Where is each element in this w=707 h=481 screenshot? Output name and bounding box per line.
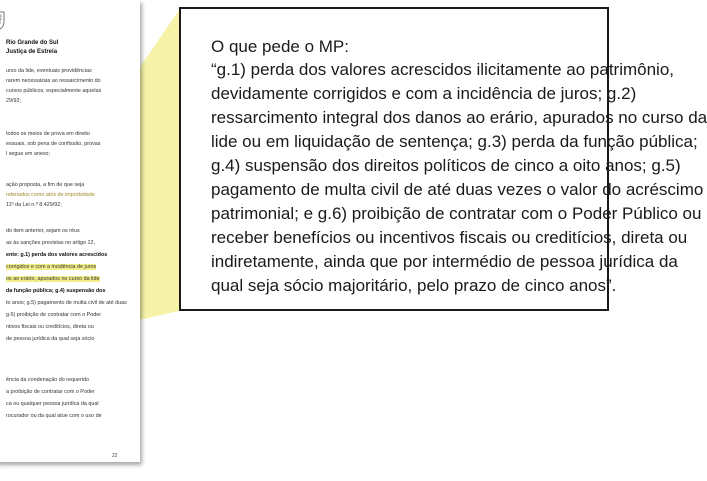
- doc-line: corrigidos e com a incidência de juros: [6, 264, 97, 270]
- doc-line: ca ou qualquer pessoa jurídica da qual: [6, 401, 99, 407]
- coat-of-arms-icon: [0, 10, 6, 30]
- doc-line: as às sanções previstas no artigo 12,: [6, 240, 95, 246]
- doc-line: ente: g.1) perda dos valores acrescidos: [6, 252, 108, 258]
- page-number: 22: [112, 453, 118, 459]
- zoom-text-line: “g.1) perda dos valores acrescidos ilicitamente ao patrimônio,: [211, 60, 675, 79]
- zoom-text-line: lide ou em liquidação de sentença; g.3) perda da função pública;: [211, 132, 698, 151]
- document-page: [0, 0, 140, 462]
- doc-line: 11º da Lei n.º 8.429/92;: [6, 202, 62, 208]
- zoom-text-line: qual seja sócio majoritário, pelo prazo de cinco anos”.: [211, 276, 617, 295]
- doc-line: l segue em anexo;: [6, 151, 51, 157]
- doc-line: rocurador ou da qual atue com o uso de: [6, 413, 102, 419]
- doc-line: ndenados como atos de improbidade: [6, 192, 95, 198]
- doc-header-line-2: Justiça de Estreia: [6, 49, 58, 55]
- doc-line: da função pública; g.4) suspensão dos: [6, 288, 106, 294]
- doc-line: rarem necessárias ao ressarcimento do: [6, 78, 101, 84]
- doc-line: g.6) proibição de contratar com o Poder: [6, 312, 101, 318]
- doc-header-line-1: Rio Grande do Sul: [6, 40, 59, 46]
- doc-line: urso da lide, eventuais providências: [6, 68, 92, 74]
- doc-line: todos os meios de prova em direito: [6, 131, 90, 137]
- doc-line: ação proposta, a fim de que seja: [6, 182, 85, 188]
- doc-line: do item anterior, sejam os réus: [6, 228, 80, 234]
- zoom-text-line: ressarcimento integral dos danos ao erário, apurados no curso da: [211, 108, 707, 127]
- doc-line: os ao erário, apurados no curso da lide: [6, 276, 100, 282]
- zoom-quote-box: [179, 7, 707, 311]
- doc-line: cursos públicos, especialmente aquelas: [6, 88, 102, 94]
- zoom-title: O que pede o MP:: [211, 37, 349, 56]
- doc-line: essuais, sob pena de confissão, provas: [6, 141, 101, 147]
- doc-line: 29/92;: [6, 98, 21, 104]
- doc-line: de pessoa jurídica da qual seja sócio: [6, 336, 95, 342]
- doc-line: ntivos fiscais ou creditícios, direta ou: [6, 324, 94, 330]
- zoom-text-line: indiretamente, ainda que por intermédio de pessoa jurídica da: [211, 252, 678, 271]
- doc-line: a proibição de contratar com o Poder: [6, 389, 95, 395]
- doc-line: to anos; g.5) pagamento de multa civil de até duas: [6, 300, 127, 306]
- zoom-text-line: receber benefícios ou incentivos fiscais ou creditícios, direta ou: [211, 228, 688, 247]
- zoom-text-line: g.4) suspensão dos direitos políticos de cinco a oito anos; g.5): [211, 156, 681, 175]
- zoom-text-line: pagamento de multa civil de até duas vezes o valor do acréscimo: [211, 180, 704, 199]
- zoom-text-line: devidamente corrigidos e com a incidência de juros; g.2): [211, 84, 637, 103]
- zoom-text-line: patrimonial; e g.6) proibição de contratar com o Poder Público ou: [211, 204, 702, 223]
- doc-line: ência da condenação do requerido: [6, 377, 90, 383]
